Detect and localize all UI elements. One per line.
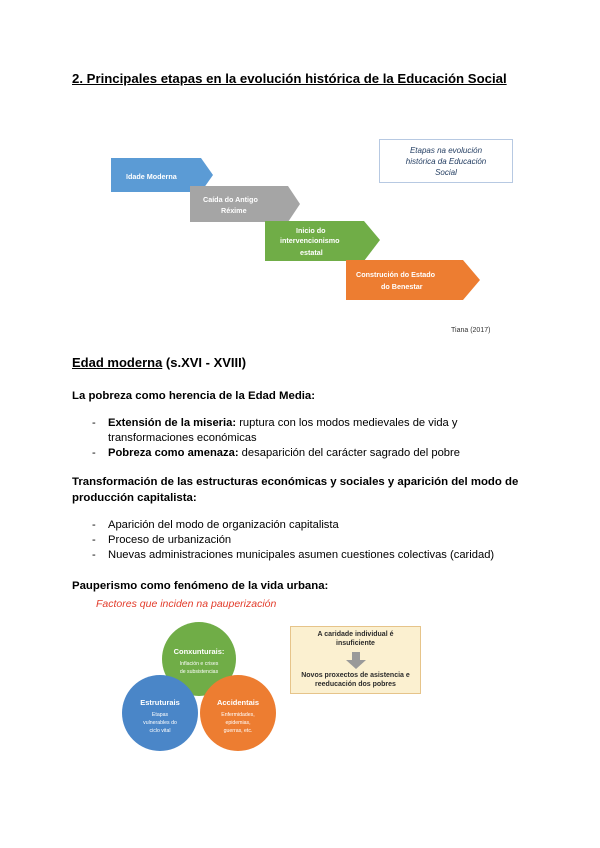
list-item: - Nuevas administraciones municipales asumen cuestiones colectivas (caridad)	[72, 548, 542, 563]
caption-line: Social	[435, 167, 457, 177]
stage-arrow-3	[265, 221, 380, 261]
caption-line: histórica da Educación	[405, 156, 487, 166]
circle-title: Accidentais	[216, 698, 260, 707]
subheading-pauperismo: Pauperismo como fenómeno de la vida urbana:	[72, 580, 329, 592]
section-heading: 2. Principales etapas en la evolución histórica de la Educación Social	[72, 71, 507, 86]
list-item: - Extensión de la miseria: ruptura con los modos medievales de vida y	[72, 416, 542, 431]
circle-line: Enfermidades,	[221, 712, 255, 718]
subheading-pobreza: La pobreza como herencia de la Edad Media:	[72, 390, 316, 402]
section-title: Edad moderna (s.XVI - XVIII)	[72, 355, 247, 370]
stage-label: Idade Moderna	[126, 172, 177, 181]
list-item: - Proceso de urbanización	[72, 533, 542, 548]
down-arrow-icon	[346, 652, 366, 669]
circle-line: ciclo vital	[149, 728, 171, 734]
circle-line: de subsistencias	[179, 669, 219, 675]
diagram-caption	[379, 139, 513, 183]
list-transformacion	[72, 518, 542, 563]
factors-title: Factores que inciden na pauperización	[96, 598, 277, 610]
list-item: - Pobreza como amenaza: desaparición del carácter sagrado del pobre	[72, 446, 542, 461]
circle-line: guerras, etc.	[223, 728, 253, 734]
circle-title: Estruturais	[140, 698, 180, 707]
stage-arrow-2	[190, 186, 300, 222]
charity-box-top: A caridade individual é insuficiente	[317, 631, 394, 647]
circle-line: epidemias,	[225, 720, 251, 726]
circle-line: vulnerables do	[143, 720, 177, 726]
stage-arrow-4	[346, 260, 480, 300]
stage-label: Réxime	[221, 206, 247, 215]
circle-accidentais	[200, 675, 276, 751]
charity-box-bottom: Novos proxectos de asistencia e reeducación dos pobres	[301, 672, 410, 688]
stage-label: Inicio do	[296, 226, 326, 235]
circle-line: Etapas	[151, 712, 169, 718]
stage-label: estatal	[300, 248, 323, 257]
stage-label: Caída do Antigo	[203, 195, 258, 204]
stage-label: do Benestar	[381, 282, 423, 291]
circle-title: Conxunturais:	[173, 647, 225, 656]
stage-label: Construción do Estado	[356, 270, 436, 279]
caption-line: Etapas na evolución	[409, 145, 483, 155]
diagram-source: Tiana (2017)	[451, 327, 491, 334]
list-item-continuation: transformaciones económicas	[108, 432, 257, 444]
circle-estruturais	[122, 675, 198, 751]
stage-label: intervencionismo	[280, 236, 340, 245]
circle-line: Inflación e crises	[179, 661, 219, 667]
subheading-transformacion: Transformación de las estructuras económicas y sociales y aparición del modo de producción capitalista:	[72, 476, 519, 504]
factors-venn	[110, 618, 290, 754]
list-pobreza	[72, 416, 542, 461]
charity-box	[290, 626, 421, 694]
list-item: - Aparición del modo de organización capitalista	[72, 518, 542, 533]
